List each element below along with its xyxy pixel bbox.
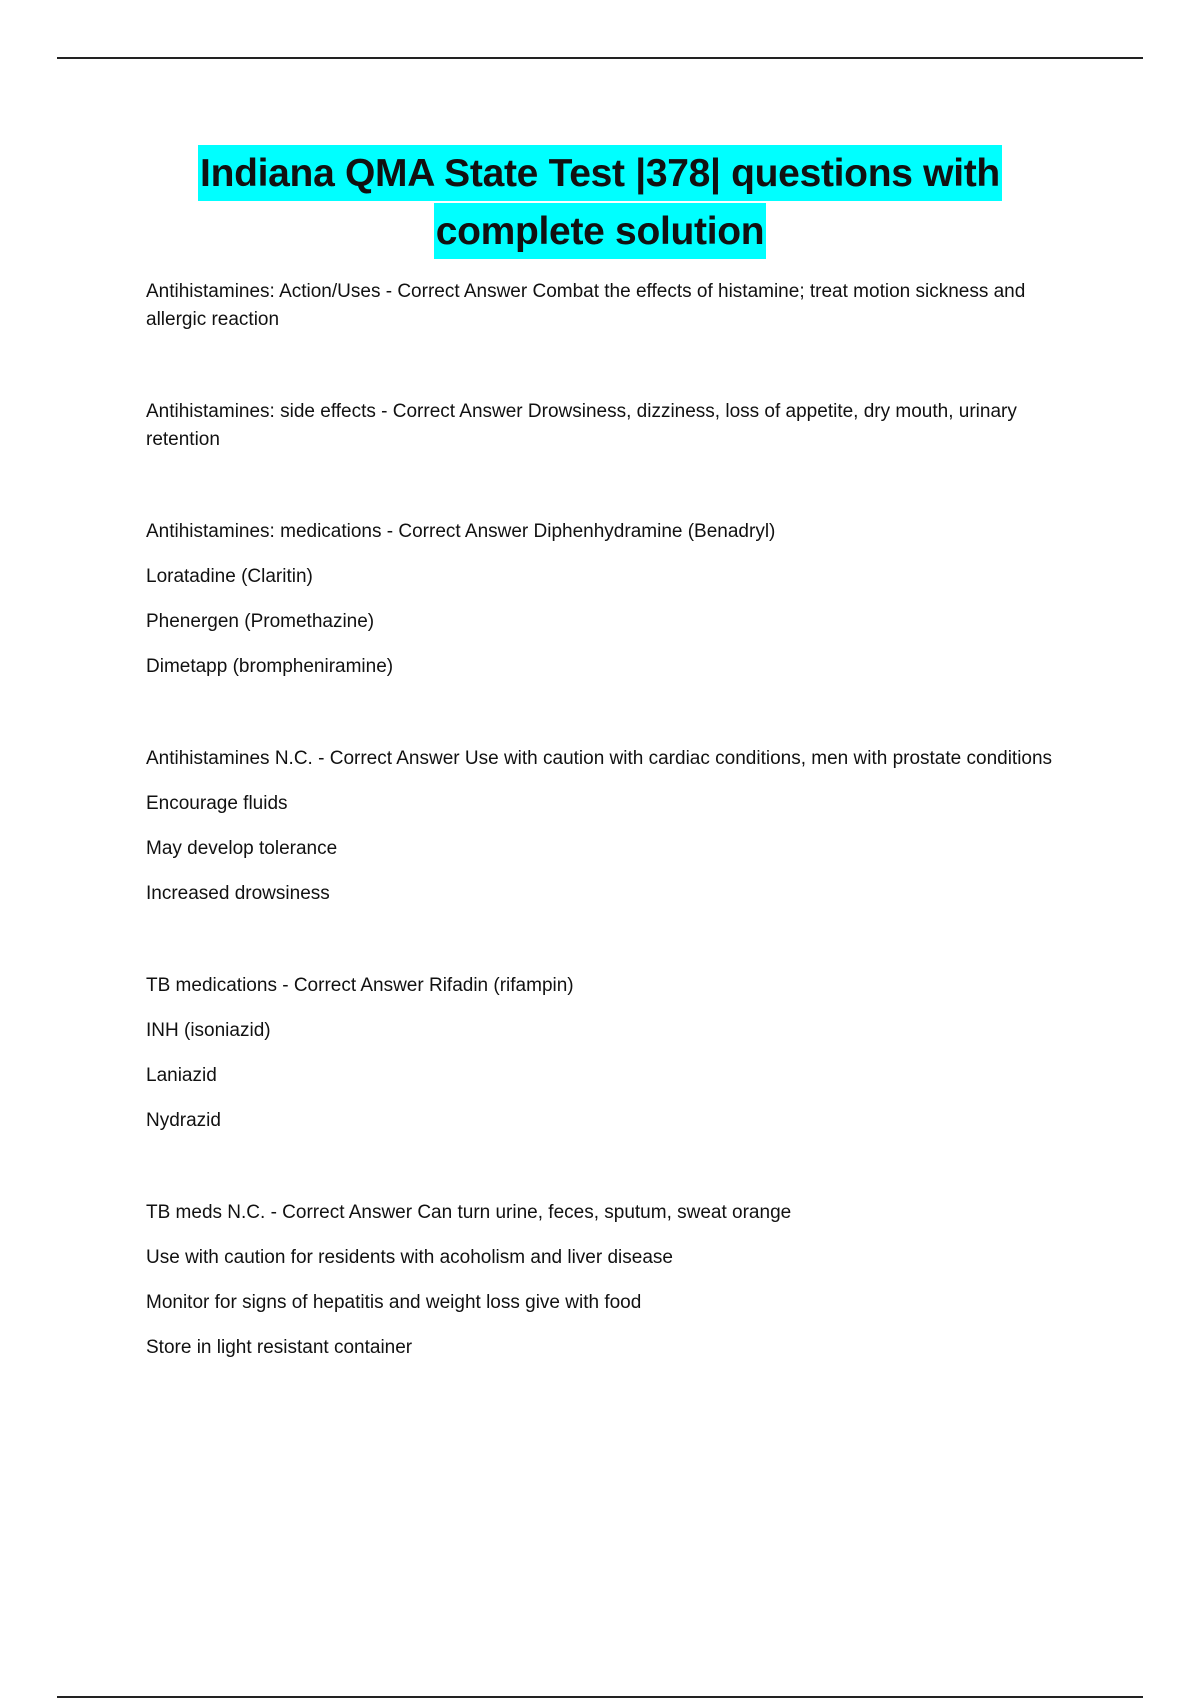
qa-entry-antihistamines-action: [146, 278, 1086, 334]
qa-text: Antihistamines: Action/Uses - Correct Answer Combat the effects of histamine; treat motion sickness and allergic reaction: [146, 281, 1026, 330]
qa-extra-line: Laniazid: [146, 1065, 217, 1086]
qa-text: Antihistamines: medications - Correct Answer Diphenhydramine (Benadryl): [146, 521, 776, 542]
title-line-2: complete solution: [434, 203, 767, 259]
qa-entry-tb-meds-nc: [146, 1199, 1086, 1362]
title-line-1: Indiana QMA State Test |378| questions with: [198, 145, 1002, 201]
qa-text: TB meds N.C. - Correct Answer Can turn urine, feces, sputum, sweat orange: [146, 1202, 792, 1223]
qa-extra-line: Increased drowsiness: [146, 883, 330, 904]
qa-extra-line: May develop tolerance: [146, 838, 338, 859]
document-title: [100, 145, 1100, 259]
document-body: [146, 278, 1086, 1426]
qa-extra-line: Nydrazid: [146, 1110, 221, 1131]
qa-extra-line: Use with caution for residents with acoholism and liver disease: [146, 1247, 673, 1268]
qa-extra-line: Monitor for signs of hepatitis and weight loss give with food: [146, 1292, 642, 1313]
qa-extra-line: Store in light resistant container: [146, 1337, 413, 1358]
header-rule: [57, 57, 1143, 59]
qa-entry-antihistamines-medications: [146, 518, 1086, 681]
qa-text: Antihistamines N.C. - Correct Answer Use with caution with cardiac conditions, men with prostate conditions: [146, 748, 1053, 769]
qa-extra-line: Loratadine (Claritin): [146, 566, 313, 587]
qa-extra-line: Dimetapp (brompheniramine): [146, 656, 394, 677]
qa-extra-line: Phenergen (Promethazine): [146, 611, 375, 632]
qa-entry-antihistamines-nc: [146, 745, 1086, 908]
footer-rule: [57, 1696, 1143, 1698]
qa-entry-tb-medications: [146, 972, 1086, 1135]
qa-text: TB medications - Correct Answer Rifadin (rifampin): [146, 975, 574, 996]
qa-extra-line: Encourage fluids: [146, 793, 288, 814]
qa-extra-line: INH (isoniazid): [146, 1020, 271, 1041]
qa-text: Antihistamines: side effects - Correct Answer Drowsiness, dizziness, loss of appetite, dry mouth, urinary retention: [146, 401, 1017, 450]
qa-entry-antihistamines-side-effects: [146, 398, 1086, 454]
